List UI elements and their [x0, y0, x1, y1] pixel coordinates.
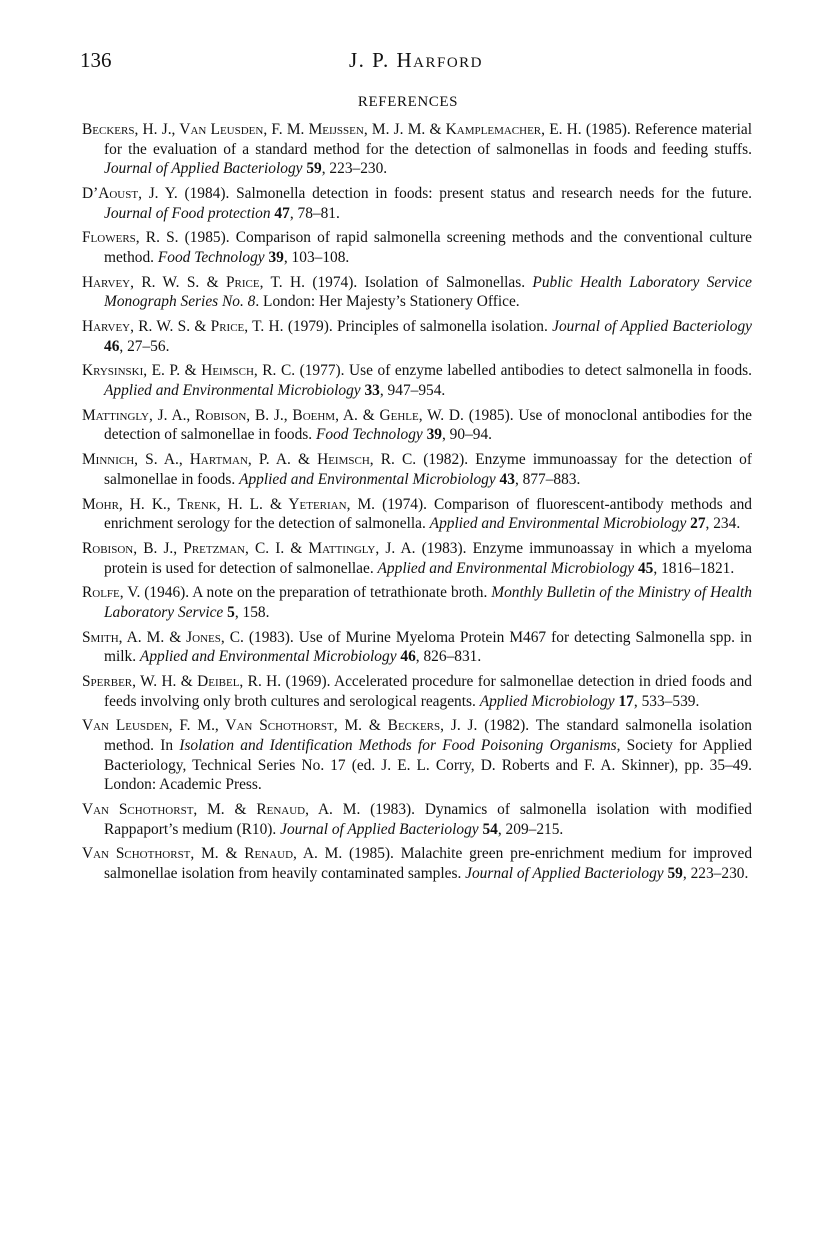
reference-entry [82, 583, 752, 622]
reference-authors: Robison, B. J., Pretzman, C. I. & Mattingly, J. A. [82, 539, 416, 557]
reference-journal: Applied and Environmental Microbiology [429, 515, 687, 533]
reference-journal: Applied and Environmental Microbiology [104, 382, 361, 400]
reference-authors: Mohr, H. K., Trenk, H. L. & Yeterian, M. [82, 495, 376, 513]
reference-volume: 33 [360, 382, 380, 400]
reference-list [82, 120, 752, 889]
running-head: J. P. Harford [348, 48, 484, 72]
reference-journal: Journal of Applied Bacteriology [104, 160, 303, 178]
reference-title: Comparison of rapid salmonella screening methods and the conventional culture method. [104, 229, 753, 266]
reference-pages: , 877–883. [514, 470, 581, 488]
reference-volume: 59 [663, 865, 683, 882]
reference-volume: 43 [495, 470, 515, 488]
reference-journal: Applied and Environmental Microbiology [377, 559, 635, 577]
reference-year: (1979). [283, 318, 338, 336]
reference-journal: Journal of Food protection [104, 204, 271, 222]
reference-volume: 45 [634, 559, 654, 577]
reference-entry [82, 716, 752, 794]
reference-journal: Isolation and Identification Methods for Food Poisoning Organisms [179, 737, 617, 755]
reference-title: Enzyme immunoassay for the detection of salmonellae in foods. [104, 451, 753, 488]
reference-year: (1985). [581, 121, 635, 138]
reference-journal: Journal of Applied Bacteriology [465, 865, 664, 882]
reference-authors: Flowers, R. S. [82, 229, 179, 247]
reference-authors: Beckers, H. J., Van Leusden, F. M. Meijssen, M. J. M. & Kamplemacher, E. H. [82, 121, 582, 138]
reference-journal: Food Technology [157, 248, 265, 266]
reference-authors: Sperber, W. H. & Deibel, R. H. [82, 673, 282, 691]
reference-authors: Mattingly, J. A., Robison, B. J., Boehm, A. & Gehle, W. D. [82, 406, 464, 424]
reference-year: (1983). [415, 539, 473, 557]
reference-volume: 59 [302, 160, 322, 178]
reference-title: A note on the preparation of tetrathionate broth. [192, 584, 492, 602]
reference-journal: Food Technology [316, 426, 423, 444]
reference-authors: Van Schothorst, M. & Renaud, A. M. [82, 801, 361, 819]
reference-volume: 47 [270, 204, 290, 222]
section-title: REFERENCES [357, 94, 459, 110]
reference-title: Reference material for the evaluation of a standard method for the detection of salmonellas in foods and feeding stuffs. [104, 121, 752, 158]
reference-entry [82, 317, 752, 356]
reference-volume: 39 [264, 248, 284, 266]
reference-entry [82, 406, 752, 445]
reference-authors: Van Schothorst, M. & Renaud, A. M. [82, 845, 343, 863]
reference-entry [82, 361, 752, 400]
reference-entry [82, 672, 752, 711]
reference-volume: 27 [686, 515, 706, 533]
reference-journal: Journal of Applied Bacteriology [552, 318, 752, 336]
reference-volume: 46 [104, 337, 120, 355]
reference-year: (1982). [416, 451, 476, 469]
reference-pages: , 947–954. [379, 382, 446, 400]
reference-title: Principles of salmonella isolation. [337, 318, 553, 336]
reference-title: Salmonella detection in foods: present status and research needs for the future. [236, 184, 752, 202]
reference-pages: , 533–539. [633, 692, 700, 710]
reference-pages: , 103–108. [283, 248, 350, 266]
reference-title: Dynamics of salmonella isolation with modified Rappaport’s medium (R10). [104, 801, 752, 838]
reference-entry [82, 273, 752, 312]
reference-title: Accelerated procedure for salmonellae detection in dried foods and feeds involving only broth cultures and serological reagents. [104, 673, 753, 710]
reference-year: (1974). [304, 273, 365, 291]
reference-authors: Rolfe, V. [82, 584, 141, 602]
reference-year: (1983). [243, 628, 299, 646]
reference-pages: , 209–215. [497, 820, 564, 838]
reference-volume: 46 [396, 648, 416, 666]
reference-journal: Monthly Bulletin of the Ministry of Health Laboratory Service [104, 584, 752, 621]
reference-pages: , Society for Applied Bacteriology, Technical Series No. 17 (ed. J. E. L. Corry, D. Roberts and F. A. Skinner), pp. 35–49. London: Academic Press. [104, 737, 752, 794]
reference-entry [82, 628, 752, 667]
reference-authors: Krysinski, E. P. & Heimsch, R. C. [82, 362, 296, 380]
reference-year: (1985). [178, 229, 236, 247]
reference-entry [82, 228, 752, 267]
reference-entry [82, 184, 752, 223]
reference-year: (1985). [342, 845, 401, 863]
reference-title: Isolation of Salmonellas. [364, 273, 533, 291]
reference-title: The standard salmonella isolation method. In [104, 717, 753, 755]
reference-pages: , 27–56. [119, 337, 170, 355]
reference-title: Malachite green pre-enrichment medium for improved salmonellae isolation from heavily contaminated samples. [104, 845, 753, 882]
reference-title: Enzyme immunoassay in which a myeloma protein is used for detection of salmonellae. [104, 539, 753, 577]
reference-journal: Journal of Applied Bacteriology [280, 820, 479, 838]
page-header [80, 48, 752, 82]
reference-journal: Applied Microbiology [479, 692, 615, 710]
reference-journal: Public Health Laboratory Service Monograph Series No. 8 [104, 273, 752, 311]
reference-year: (1985). [463, 406, 519, 424]
reference-pages: , 223–230. [682, 865, 749, 882]
reference-volume: 54 [478, 820, 498, 838]
reference-pages: , 158. [234, 603, 270, 621]
reference-title: Use of Murine Myeloma Protein M467 for detecting Salmonella spp. in milk. [104, 628, 752, 666]
reference-title: Comparison of fluorescent-antibody methods and enrichment serology for the detection of salmonella. [104, 495, 752, 533]
reference-title: Use of monoclonal antibodies for the detection of salmonellae in foods. [104, 406, 752, 444]
reference-volume: 5 [223, 603, 235, 621]
reference-title: Use of enzyme labelled antibodies to detect salmonella in foods. [349, 362, 752, 380]
reference-pages: , 1816–1821. [653, 559, 735, 577]
reference-pages: , 90–94. [441, 426, 493, 444]
reference-year: (1982). [477, 717, 536, 735]
reference-entry [82, 539, 752, 578]
reference-volume: 39 [422, 426, 442, 444]
reference-authors: Harvey, R. W. S. & Price, T. H. [82, 318, 284, 336]
page-number: 136 [80, 48, 112, 72]
reference-journal: Applied and Environmental Microbiology [139, 648, 397, 666]
reference-pages: , 234. [705, 515, 741, 533]
reference-entry [82, 120, 752, 179]
reference-entry [82, 800, 752, 839]
reference-entry [82, 450, 752, 489]
reference-entry [82, 495, 752, 534]
reference-pages: , 223–230. [321, 160, 388, 178]
reference-year: (1946). [140, 584, 193, 602]
reference-volume: 17 [614, 692, 634, 710]
reference-pages: , 826–831. [415, 648, 482, 666]
reference-year: (1969). [281, 673, 334, 691]
reference-authors: Van Leusden, F. M., Van Schothorst, M. & Beckers, J. J. [82, 717, 478, 735]
reference-year: (1974). [375, 495, 434, 513]
reference-year: (1983). [360, 801, 425, 819]
reference-journal: Applied and Environmental Microbiology [239, 470, 496, 488]
reference-year: (1984). [177, 184, 237, 202]
reference-entry [82, 844, 752, 883]
reference-pages: , 78–81. [289, 204, 340, 222]
reference-authors: Smith, A. M. & Jones, C. [82, 628, 244, 646]
reference-pages: . London: Her Majesty’s Stationery Office. [255, 293, 520, 311]
reference-year: (1977). [295, 362, 350, 380]
reference-authors: Harvey, R. W. S. & Price, T. H. [82, 273, 305, 291]
reference-authors: D’Aoust, J. Y. [82, 184, 178, 202]
reference-authors: Minnich, S. A., Hartman, P. A. & Heimsch, R. C. [82, 451, 417, 469]
